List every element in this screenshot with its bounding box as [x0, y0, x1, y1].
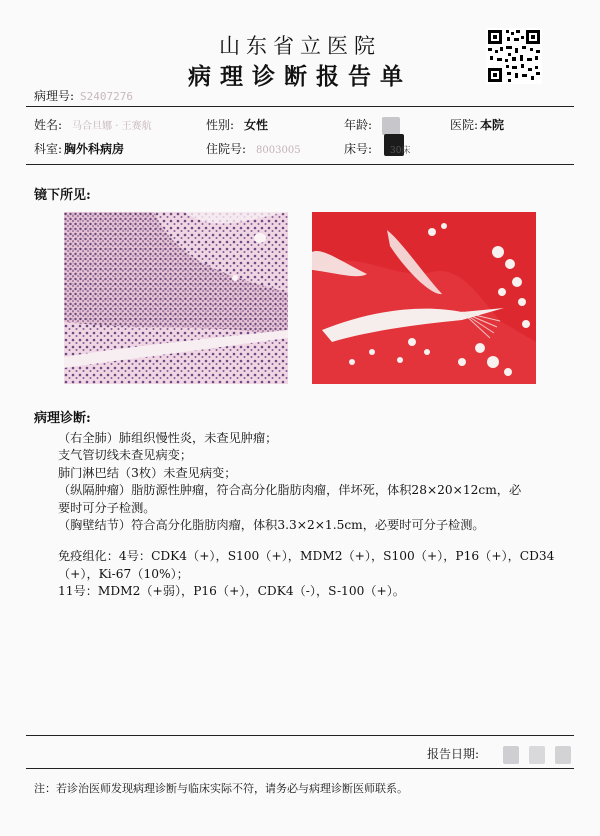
immuno-line: （+），Ki-67（10%）； [58, 566, 189, 581]
bed-label: 床号: [344, 142, 373, 156]
qr-code-icon [486, 28, 542, 84]
immuno-line: 11号：MDM2（+弱），P16（+），CDK4（-），S-100（+）。 [58, 584, 405, 599]
gender-label: 性别: [206, 118, 235, 132]
footer-note: 注：若诊治医师发现病理诊断与临床实际不符，请务必与病理诊断医师联系。 [34, 782, 408, 795]
footer-divider [26, 735, 574, 736]
patient-name-label: 姓名: [34, 118, 63, 132]
pathology-number-value: S2407276 [80, 90, 134, 103]
report-date [427, 745, 571, 764]
department-field [34, 140, 124, 157]
diagnosis-line-spacer [58, 534, 558, 548]
patient-name-field [34, 116, 152, 133]
diagnosis-line: 肺门淋巴结（3枚）未查见病变； [58, 465, 237, 480]
hospital-label: 医院: [450, 118, 479, 132]
department-label: 科室: [34, 142, 63, 156]
age-value-redacted [382, 117, 400, 135]
microscopy-image-1 [64, 212, 288, 384]
diagnosis-line: （右全肺）肺组织慢性炎，未查见肿瘤； [58, 431, 278, 445]
microscopy-heading: 镜下所见: [34, 188, 91, 203]
diagnosis-line: （纵隔肿瘤）脂肪源性肿瘤，符合高分化脂肪肉瘤，伴坏死，体积28×20×12cm，必 [58, 483, 522, 498]
diagnosis-line: 要时可分子检测。 [58, 500, 156, 515]
department-value: 胸外科病房 [64, 142, 125, 156]
gender-value: 女性 [244, 118, 269, 132]
microscopy-image-2 [312, 212, 536, 384]
diagnosis-line: （胸壁结节）符合高分化脂肪肉瘤，体积3.3×2×1.5cm，必要时可分子检测。 [58, 518, 485, 533]
admission-no-value: 8003005 [256, 145, 301, 156]
bed-value: 30床 [390, 146, 411, 156]
patient-name-value: 马合旦娜 · 王赛航 [72, 121, 152, 132]
diagnosis-text [58, 430, 558, 601]
report-date-redacted [555, 746, 571, 764]
admission-no-label: 住院号: [206, 142, 247, 156]
age-label: 年龄: [344, 118, 373, 132]
bed-field [344, 140, 411, 157]
diagnosis-heading: 病理诊断: [34, 411, 91, 426]
patient-info-divider [26, 164, 574, 165]
header-divider [26, 106, 574, 107]
hospital-name: 山东省立医院 [219, 34, 381, 58]
report-title: 病理诊断报告单 [188, 63, 412, 90]
gender-field [206, 116, 268, 133]
pathology-number-label: 病理号: [34, 89, 75, 103]
pathology-number [34, 87, 133, 104]
admission-no-field [206, 140, 301, 157]
note-divider [26, 768, 574, 769]
report-date-redacted [529, 746, 545, 764]
diagnosis-line: 支气管切线未查见病变； [58, 448, 193, 463]
report-date-redacted [503, 746, 519, 764]
immuno-line: 免疫组化：4号：CDK4（+），S100（+），MDM2（+），S100（+），P16（+），CD34 [58, 549, 555, 564]
age-field [344, 116, 400, 135]
hospital-value: 本院 [480, 118, 505, 132]
report-date-label: 报告日期: [427, 747, 480, 761]
hospital-field [450, 116, 504, 133]
